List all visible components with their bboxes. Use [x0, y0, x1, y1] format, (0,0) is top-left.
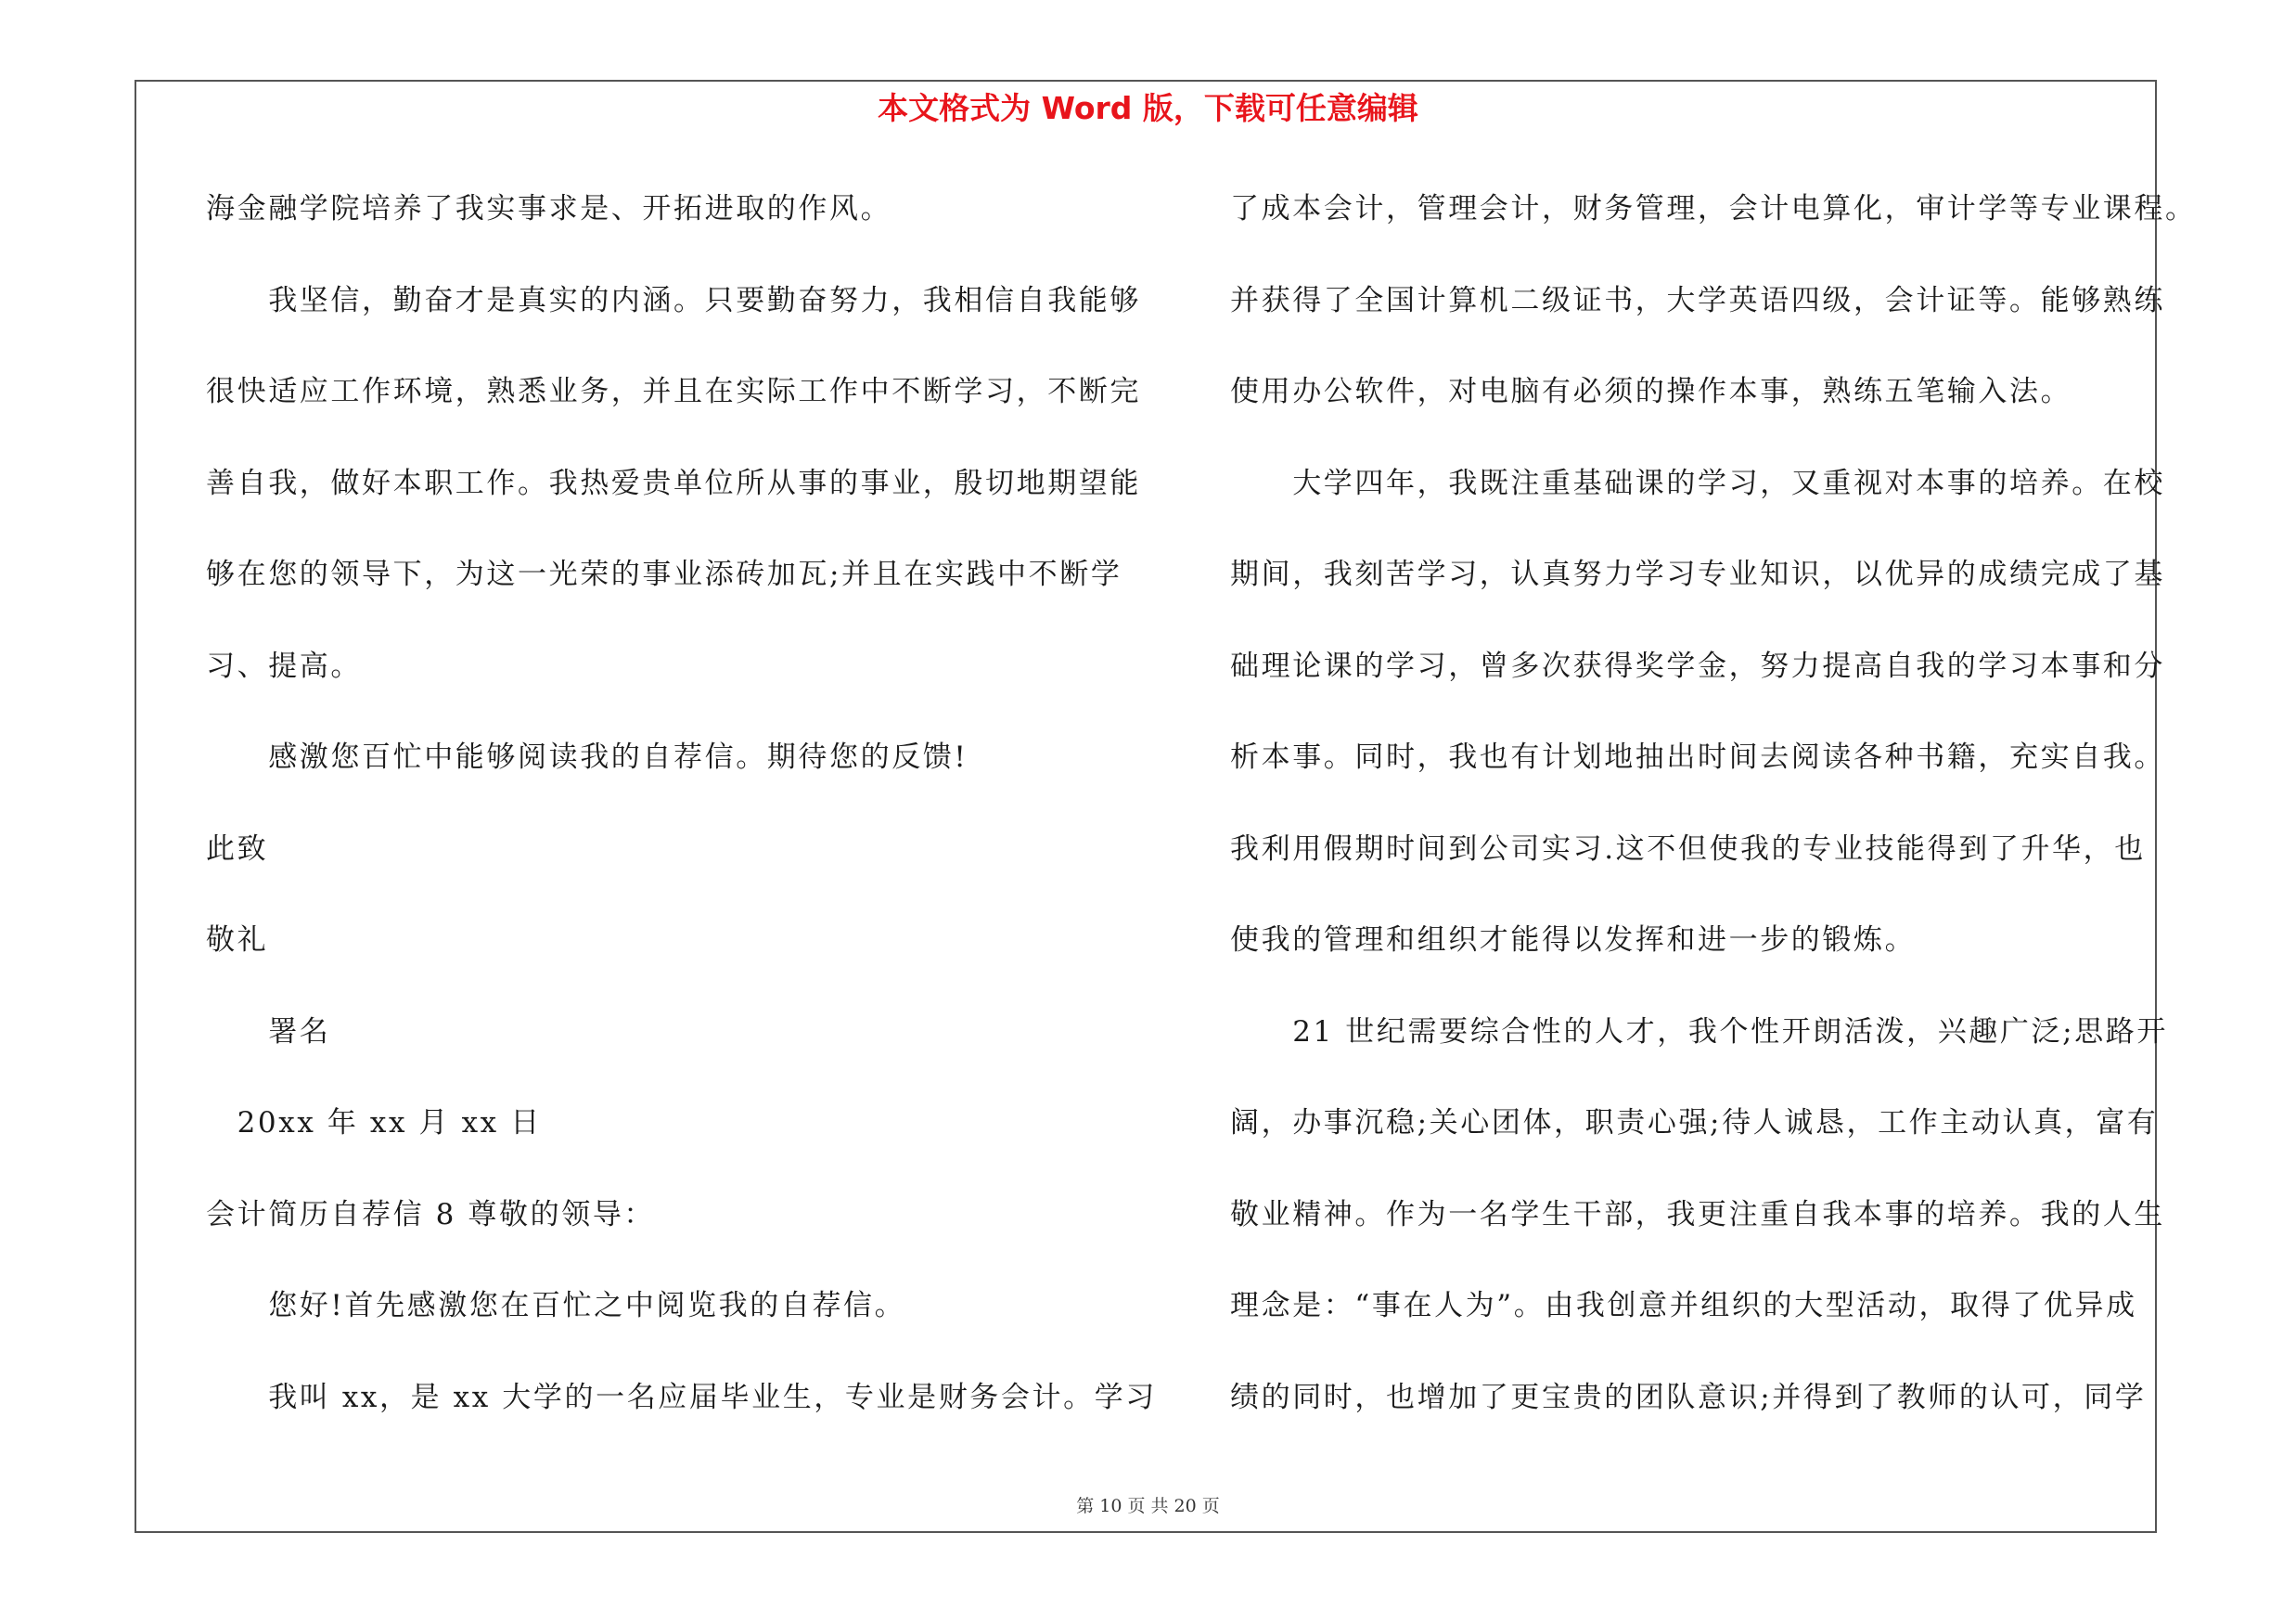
- text-line: 很快适应工作环境，熟悉业务，并且在实际工作中不断学习，不断完: [206, 375, 1141, 408]
- text-line: 绩的同时，也增加了更宝贵的团队意识;并得到了教师的认可，同学: [1230, 1380, 2147, 1414]
- text-line: 海金融学院培养了我实事求是、开拓进取的作风。: [206, 192, 892, 225]
- text-line: 您好!首先感激您在百忙之中阅览我的自荐信。: [206, 1289, 906, 1322]
- page-number-footer: 第 10 页 共 20 页: [1076, 1496, 1220, 1516]
- heading-line: 会计简历自荐信 8 尊敬的领导：: [206, 1197, 656, 1231]
- text-line: 我叫 xx，是 xx 大学的一名应届毕业生，专业是财务会计。学习: [206, 1380, 1157, 1414]
- text-line: 习、提高。: [206, 649, 362, 683]
- right-text-column: [1230, 186, 2197, 1465]
- text-line: 础理论课的学习，曾多次获得奖学金，努力提高自我的学习本事和分: [1230, 649, 2165, 683]
- text-line: 我坚信，勤奋才是真实的内涵。只要勤奋努力，我相信自我能够: [206, 283, 1141, 317]
- text-line: 21 世纪需要综合性的人才，我个性开朗活泼，兴趣广泛;思路开: [1230, 1014, 2168, 1049]
- text-line: 敬业精神。作为一名学生干部，我更注重自我本事的培养。我的人生: [1230, 1197, 2165, 1231]
- text-line: 大学四年，我既注重基础课的学习，又重视对本事的培养。在校: [1230, 466, 2165, 500]
- left-text-column: [206, 186, 1157, 1465]
- text-line: 阔，办事沉稳;关心团体，职责心强;待人诚恳，工作主动认真，富有: [1230, 1106, 2159, 1140]
- text-line: 使用办公软件，对电脑有必须的操作本事，熟练五笔输入法。: [1230, 375, 2072, 408]
- salutation-line: 敬礼: [206, 923, 269, 957]
- format-banner: 本文格式为 Word 版，下载可任意编辑: [878, 90, 1418, 126]
- text-line: 使我的管理和组织才能得以发挥和进一步的锻炼。: [1230, 923, 1917, 957]
- date-line: 20xx 年 xx 月 xx 日: [206, 1106, 542, 1140]
- signature-line: 署名: [206, 1014, 331, 1049]
- text-line: 善自我，做好本职工作。我热爱贵单位所从事的事业，殷切地期望能: [206, 466, 1141, 500]
- text-line: 我利用假期时间到公司实习.这不但使我的专业技能得到了升华，也: [1230, 831, 2146, 866]
- text-line: 感激您百忙中能够阅读我的自荐信。期待您的反馈!: [206, 741, 968, 774]
- text-line: 析本事。同时，我也有计划地抽出时间去阅读各种书籍，充实自我。: [1230, 741, 2165, 774]
- text-line: 理念是：“事在人为”。由我创意并组织的大型活动，取得了优异成: [1230, 1289, 2137, 1322]
- text-line: 够在您的领导下，为这一光荣的事业添砖加瓦;并且在实践中不断学: [206, 558, 1122, 591]
- salutation-line: 此致: [206, 831, 269, 866]
- text-line: 期间，我刻苦学习，认真努力学习专业知识，以优异的成绩完成了基: [1230, 558, 2165, 591]
- text-line: 了成本会计，管理会计，财务管理，会计电算化，审计学等专业课程。: [1230, 192, 2197, 225]
- text-line: 并获得了全国计算机二级证书，大学英语四级，会计证等。能够熟练: [1230, 283, 2165, 317]
